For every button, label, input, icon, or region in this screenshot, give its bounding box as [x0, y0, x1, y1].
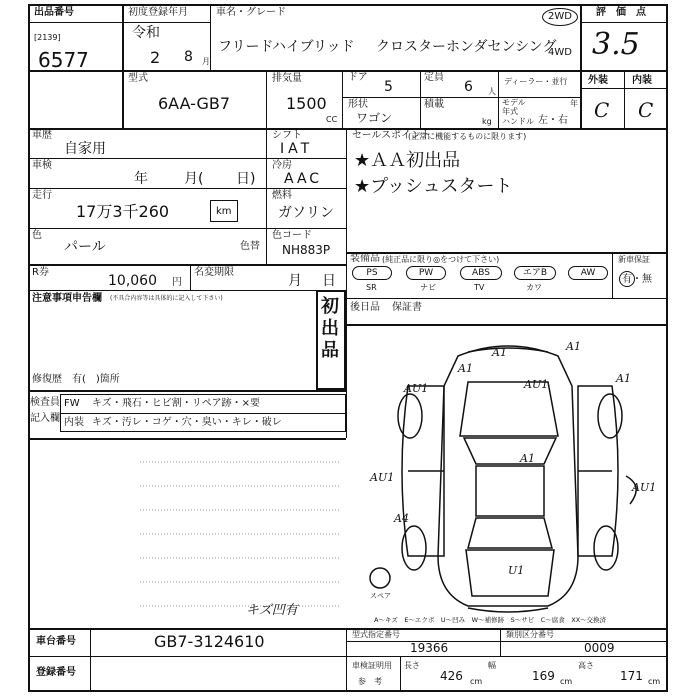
later-docs-label: 後日品: [350, 302, 380, 313]
damage-mark-6: A1: [520, 452, 535, 465]
width-unit: cm: [560, 677, 573, 686]
inspector-row2: キズ・汚レ・コゲ・穴・臭い・キレ・破レ: [92, 417, 282, 428]
spare-label: スペア: [370, 592, 391, 600]
equip-pw: PW: [406, 266, 446, 280]
damage-mark-11: A1: [458, 362, 473, 375]
damage-mark-8: A4: [394, 512, 409, 525]
equip-abs: ABS: [460, 266, 502, 280]
class-label: 類別区分番号: [506, 630, 554, 639]
reg-year: 2: [150, 48, 161, 67]
inspection-month: 月(: [184, 171, 204, 187]
chassis-value: GB7-3124610: [154, 632, 265, 651]
damage-mark-7: AU1: [632, 481, 657, 494]
wheel-front-right: [598, 394, 622, 438]
exterior-grade: C: [594, 98, 610, 122]
chassis-label: 車台番号: [36, 636, 76, 647]
drive-2wd-circled: 2WD: [542, 8, 578, 26]
lot-number: 6577: [38, 48, 89, 72]
year-unit: 年: [570, 99, 578, 108]
color-label: 色: [32, 230, 42, 241]
shift-label: シフト: [272, 130, 302, 141]
mileage-value: 17万3千260: [76, 202, 170, 221]
height-value: 171: [620, 669, 643, 683]
spare-tire: [370, 568, 390, 588]
equipment-title-sub: (純正品に限り◎をつけて下さい): [382, 255, 500, 264]
wheel-rear-left: [402, 526, 426, 570]
displacement-value: 1500: [286, 94, 327, 113]
sales-title: セールスポイント: [352, 130, 432, 141]
color-code-value: NH883P: [282, 243, 331, 257]
width-label: 幅: [488, 661, 496, 670]
reg-era: 令和: [132, 25, 160, 41]
car-roof: [476, 466, 544, 516]
damage-mark-9: U1: [508, 564, 525, 577]
wheel-front-left: [398, 394, 422, 438]
lot-code: [2139]: [34, 33, 61, 42]
aircon-label: 冷房: [272, 160, 292, 171]
fuel-value: ガソリン: [278, 205, 334, 221]
equip-ps: PS: [352, 266, 392, 280]
car-rear-glass: [468, 518, 552, 548]
sales-point-1: ★ＡＡ初出品: [354, 150, 461, 171]
class-value: 0009: [584, 641, 615, 655]
reg-number-label: 登録番号: [36, 667, 76, 678]
km-unit: km: [216, 206, 232, 217]
first-reg-label: 初度登録年月: [128, 7, 188, 18]
equip-aw: AW: [568, 266, 608, 280]
new-car-yes-circle: [619, 271, 635, 287]
later-docs-item: 保証書: [392, 302, 422, 313]
cc-unit: CC: [326, 115, 338, 124]
inspector-row1-head: FW: [64, 398, 80, 409]
fuel-label: 燃料: [272, 190, 292, 201]
equip-tv: TV: [474, 283, 485, 292]
interior-label: 内装: [632, 75, 652, 86]
comment-dotted-lines: [30, 440, 344, 626]
shape-value: ワゴン: [356, 111, 393, 125]
sales-point-2: ★プッシュスタート: [354, 176, 513, 197]
sales-title-sub: (正常に機能するものに限ります): [408, 132, 527, 141]
grade-label: クロスターホンダセンシング: [376, 39, 557, 55]
shape-label: 形状: [348, 99, 368, 110]
notes-label: 注意事項申告欄: [32, 293, 102, 304]
exterior-label: 外装: [588, 75, 608, 86]
rear-bumper: [468, 608, 548, 612]
kg-unit: kg: [482, 117, 492, 126]
interior-grade: C: [638, 98, 654, 122]
model-label: 型式: [128, 73, 148, 84]
car-name: フリード: [218, 39, 274, 55]
diagram-legend: A～キズ E～エクボ U～凹み W～補修跡 S～サビ C～腐食 XX～交換済: [374, 616, 607, 624]
car-windshield: [464, 438, 556, 464]
title-expiry-month: 月: [288, 273, 302, 289]
width-value: 169: [532, 669, 555, 683]
new-car-value: 有・無: [622, 274, 652, 285]
equip-sr: SR: [366, 283, 377, 292]
ref-label: 参 考: [358, 677, 382, 686]
model-code: 6AA-GB7: [158, 94, 231, 113]
equipment-title: 装備品: [350, 253, 380, 264]
first-listing-text: 初出品: [321, 296, 339, 361]
car-damage-diagram: [348, 326, 666, 626]
color-change-label: 色替: [240, 241, 260, 252]
damage-mark-5: AU1: [370, 471, 395, 484]
inspection-year: 年: [134, 171, 148, 187]
equip-leather: カワ: [526, 283, 542, 292]
name-grade-label: 車名・グレード: [216, 7, 286, 18]
model-year-label: モデル年式: [502, 98, 526, 116]
length-label: 長さ: [404, 661, 420, 670]
inspection-day: 日): [236, 171, 256, 187]
title-expiry-day: 日: [322, 273, 336, 289]
capacity-label: 定員: [424, 72, 444, 83]
handwritten-note: キズ凹有: [246, 603, 298, 618]
new-car-label: 新車保証: [618, 255, 650, 264]
vehicle-cert-label: 車検証明用: [352, 661, 392, 670]
displacement-label: 排気量: [272, 73, 302, 84]
height-unit: cm: [648, 677, 661, 686]
inspector-label-2: 記入欄: [30, 413, 60, 424]
length-unit: cm: [470, 677, 483, 686]
history-value: 自家用: [64, 141, 106, 157]
drive-4wd: 4WD: [548, 47, 572, 58]
color-code-label: 色コード: [272, 230, 312, 241]
type-cert-label: 型式指定番号: [352, 630, 400, 639]
inspector-row1: キズ・飛石・ヒビ割・リペア跡・×要: [92, 398, 260, 409]
height-label: 高さ: [578, 661, 594, 670]
eval-score: 3.5: [592, 27, 640, 62]
inspector-label-1: 検査員: [30, 397, 60, 408]
load-label: 積載: [424, 99, 444, 110]
dealer-label: ディーラー・並行: [504, 77, 568, 86]
equip-navi: ナビ: [420, 283, 436, 292]
damage-mark-1: A1: [566, 340, 581, 353]
damage-mark-3: AU1: [524, 378, 549, 391]
aircon-value: AAC: [284, 171, 323, 187]
length-value: 426: [440, 669, 463, 683]
title-expiry-label: 名変期限: [194, 267, 234, 278]
inspection-label: 車検: [32, 160, 52, 171]
color-value: パール: [64, 239, 106, 255]
eval-label: 評 価 点: [596, 7, 646, 18]
shift-value: IAT: [280, 141, 314, 157]
repair-history: 修復歴 有( )箇所: [32, 374, 120, 385]
door-value: 5: [384, 79, 393, 95]
recycle-label: R券: [32, 267, 49, 278]
notes-sublabel: (不具合内容等は具体的に記入して下さい): [110, 295, 223, 302]
wheel-rear-right: [594, 526, 618, 570]
recycle-value: 10,060: [108, 273, 157, 289]
damage-mark-2: AU1: [404, 382, 429, 395]
history-label: 車歴: [32, 130, 52, 141]
reg-month: 8: [184, 49, 193, 65]
reg-month-unit: 月: [202, 57, 210, 66]
person-unit: 人: [488, 87, 496, 96]
equip-airbag: エアB: [514, 266, 556, 280]
capacity-value: 6: [464, 79, 473, 95]
lot-label: 出品番号: [34, 7, 74, 18]
yen-unit: 円: [172, 277, 182, 288]
handle-label: ハンドル: [502, 117, 534, 126]
mileage-label: 走行: [32, 190, 52, 201]
type-cert-value: 19366: [410, 641, 449, 655]
handle-value: 左・右: [538, 115, 568, 126]
inspector-row2-head: 内装: [64, 417, 84, 428]
door-label: ドア: [348, 72, 368, 83]
hybrid-label: ハイブリッド: [272, 39, 355, 55]
damage-mark-4: A1: [616, 372, 631, 385]
damage-mark-10: A1: [492, 346, 507, 359]
